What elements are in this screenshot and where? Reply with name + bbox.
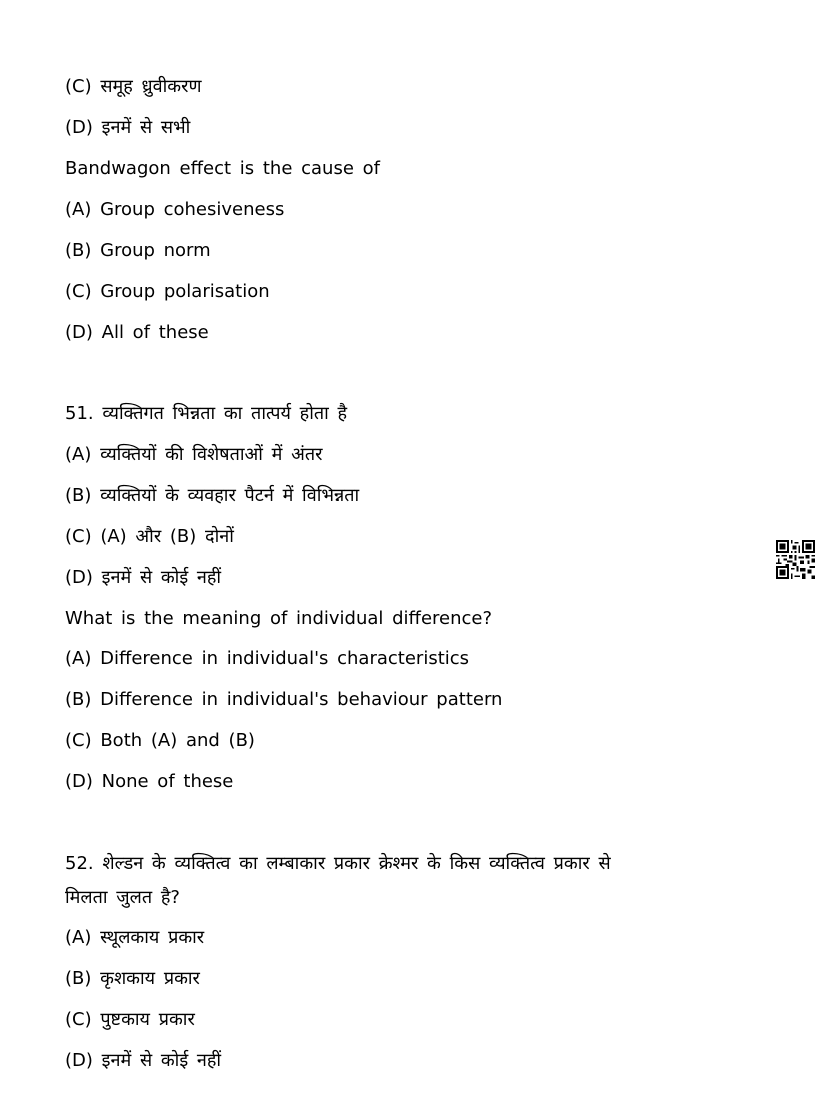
- q50-en-option-b: (B) Group norm: [65, 240, 211, 261]
- q51-hi-option-c: (C) (A) और (B) दोनों: [65, 526, 234, 547]
- q50-en-option-c: (C) Group polarisation: [65, 281, 270, 302]
- q50-en-option-d: (D) All of these: [65, 322, 209, 343]
- q52-hi-option-b: (B) कृशकाय प्रकार: [65, 968, 200, 989]
- q52-hi-question-line1: 52. शेल्डन के व्यक्तित्व का लम्बाकार प्रकार क्रेश्मर के किस व्यक्तित्व प्रकार से: [65, 853, 611, 874]
- q52-hi-option-c: (C) पुष्टकाय प्रकार: [65, 1009, 195, 1030]
- q50-en-question: Bandwagon effect is the cause of: [65, 158, 380, 179]
- q50-hi-option-d: (D) इनमें से सभी: [65, 117, 191, 138]
- q51-en-option-b: (B) Difference in individual's behaviour pattern: [65, 689, 503, 710]
- q51-en-question: What is the meaning of individual difference?: [65, 608, 493, 629]
- q52-hi-question-line2: मिलता जुलत है?: [65, 887, 180, 908]
- q51-en-option-c: (C) Both (A) and (B): [65, 730, 255, 751]
- q51-hi-option-a: (A) व्यक्तियों की विशेषताओं में अंतर: [65, 444, 323, 465]
- q51-hi-question: 51. व्यक्तिगत भिन्नता का तात्पर्य होता है: [65, 403, 348, 424]
- q51-en-option-a: (A) Difference in individual's characteristics: [65, 648, 470, 669]
- q50-en-option-a: (A) Group cohesiveness: [65, 199, 285, 220]
- q51-hi-option-d: (D) इनमें से कोई नहीं: [65, 567, 222, 588]
- qr-code-icon: [776, 540, 815, 579]
- q52-hi-option-d: (D) इनमें से कोई नहीं: [65, 1050, 222, 1071]
- q50-hi-option-c: (C) समूह ध्रुवीकरण: [65, 76, 202, 97]
- q51-hi-option-b: (B) व्यक्तियों के व्यवहार पैटर्न में विभिन्नता: [65, 485, 360, 506]
- q52-hi-option-a: (A) स्थूलकाय प्रकार: [65, 927, 205, 948]
- q51-en-option-d: (D) None of these: [65, 771, 234, 792]
